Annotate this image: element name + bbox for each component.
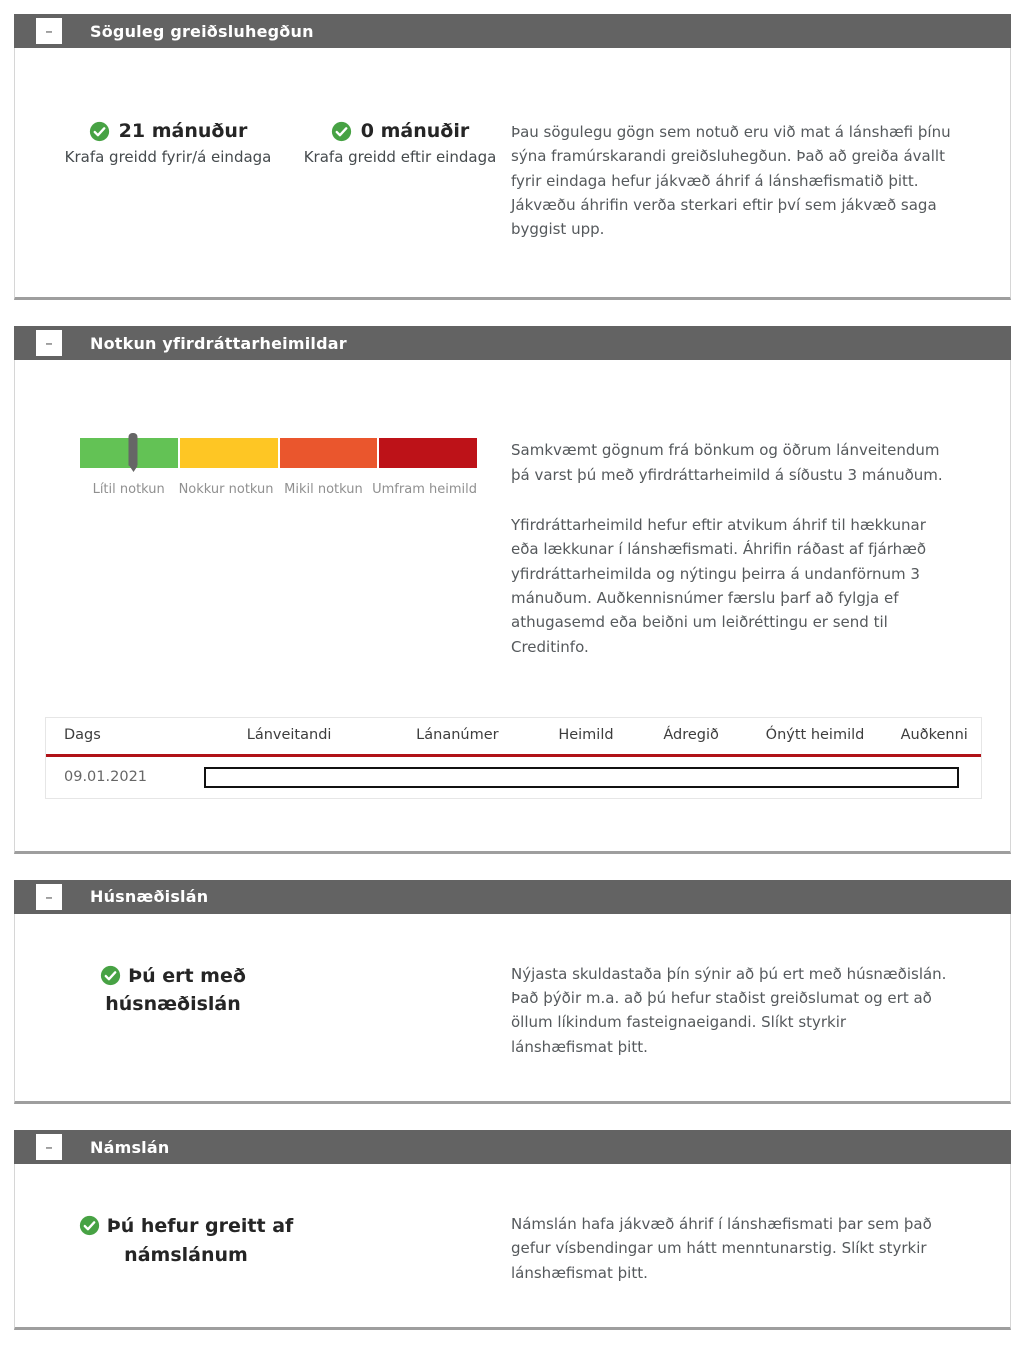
col-header-loan-number: Lánanúmer bbox=[383, 718, 533, 756]
overdraft-usage-gauge bbox=[80, 438, 477, 497]
stat-value: 21 mánuður bbox=[118, 120, 248, 142]
col-header-identifier: Auðkenni bbox=[887, 718, 981, 756]
panel-mortgage-header[interactable] bbox=[14, 880, 1011, 914]
panel-title: Námslán bbox=[90, 1137, 170, 1157]
stat-label: Krafa greidd eftir eindaga bbox=[303, 148, 497, 166]
collapse-button[interactable]: – bbox=[36, 330, 62, 356]
gauge-segment-high bbox=[280, 438, 378, 468]
mortgage-description: Nýjasta skuldastaða þín sýnir að þú ert með húsnæðislán. Það þýðir m.a. að þú hefur staðist greiðslumat og ert að öllum líkindum fasteignaeigandi. Slíkt styrkir lánshæfismat þitt. bbox=[511, 964, 947, 1056]
panel-title: Húsnæðislán bbox=[90, 887, 209, 907]
col-header-lender: Lánveitandi bbox=[196, 718, 383, 756]
panel-student-loans bbox=[14, 1130, 1011, 1330]
col-header-drawn: Ádregið bbox=[640, 718, 743, 756]
overdraft-table bbox=[46, 718, 981, 798]
col-header-unused-limit: Ónýtt heimild bbox=[743, 718, 888, 756]
gauge-label-over-limit: Umfram heimild bbox=[372, 482, 477, 498]
collapse-button[interactable]: – bbox=[36, 18, 62, 44]
col-header-limit: Heimild bbox=[532, 718, 640, 756]
stat-paid-after-due bbox=[289, 120, 511, 166]
panel-mortgage-body bbox=[14, 914, 1011, 1104]
redacted-value bbox=[204, 767, 959, 788]
cell-redacted bbox=[196, 755, 981, 798]
panel-overdraft-header[interactable] bbox=[14, 326, 1011, 360]
gauge-marker-icon bbox=[129, 433, 138, 472]
check-circle-icon bbox=[89, 121, 110, 142]
panel-student-loans-header[interactable] bbox=[14, 1130, 1011, 1164]
stat-paid-before-due bbox=[57, 120, 279, 166]
panel-historical-payment bbox=[14, 14, 1011, 300]
gauge-segment-over-limit bbox=[379, 438, 477, 468]
panel-overdraft-body bbox=[14, 360, 1011, 853]
collapse-button[interactable]: – bbox=[36, 1134, 62, 1160]
check-circle-icon bbox=[331, 121, 352, 142]
panel-title: Notkun yfirdráttarheimildar bbox=[90, 333, 347, 353]
gauge-label-high: Mikil notkun bbox=[284, 482, 363, 498]
status-text: Þú hefur greitt af námslánum bbox=[106, 1215, 294, 1266]
panel-mortgage bbox=[14, 880, 1011, 1104]
gauge-label-some: Nokkur notkun bbox=[178, 482, 274, 498]
overdraft-paragraph-2: Yfirdráttarheimild hefur eftir atvikum áhrif til hækkunar eða lækkunar í lánshæfismati. Áhrifin ráðast af fjárhæð yfirdráttarheimilda og nýtingu þeirra á undanförnum 3 mánuðum. Auðkennisnúmer færslu þarf að fylgja ef athugasemd eða beiðni um leiðréttingu er send til Creditinfo. bbox=[511, 516, 927, 656]
historical-description: Þau sögulegu gögn sem notuð eru við mat á lánshæfi þínu sýna framúrskarandi greiðsluhegðun. Það að greiða ávallt fyrir eindaga hefur jákvæð áhrif á lánshæfismatið þitt. Jákvæðu áhrifin verða sterkari eftir því sem jákvæð saga byggist upp. bbox=[511, 123, 951, 239]
status-text: Þú ert með húsnæðislán bbox=[105, 964, 246, 1016]
gauge-label-low: Lítil notkun bbox=[92, 482, 165, 498]
overdraft-table-container bbox=[45, 717, 982, 799]
mortgage-status bbox=[73, 962, 273, 1019]
student-loan-status bbox=[73, 1212, 299, 1269]
cell-date: 09.01.2021 bbox=[64, 769, 148, 786]
panel-overdraft-usage bbox=[14, 326, 1011, 853]
table-row bbox=[46, 755, 981, 798]
overdraft-paragraph-1: Samkvæmt gögnum frá bönkum og öðrum lánveitendum þá varst þú með yfirdráttarheimild á síðustu 3 mánuðum. bbox=[511, 441, 943, 484]
panel-historical-header[interactable] bbox=[14, 14, 1011, 48]
panel-historical-body bbox=[14, 48, 1011, 300]
stat-value: 0 mánuðir bbox=[360, 120, 470, 142]
panel-student-loans-body bbox=[14, 1164, 1011, 1330]
gauge-labels bbox=[80, 482, 477, 497]
check-circle-icon bbox=[79, 1215, 100, 1236]
col-header-date: Dags bbox=[46, 718, 196, 756]
collapse-button[interactable]: – bbox=[36, 884, 62, 910]
panel-title: Söguleg greiðsluhegðun bbox=[90, 21, 314, 41]
gauge-bar bbox=[80, 438, 477, 468]
student-loan-description: Námslán hafa jákvæð áhrif í lánshæfismati þar sem það gefur vísbendingar um hátt menntunarstig. Slíkt styrkir lánshæfismat þitt. bbox=[511, 1215, 932, 1282]
table-header-row bbox=[46, 718, 981, 756]
stat-label: Krafa greidd fyrir/á eindaga bbox=[64, 148, 272, 166]
gauge-segment-some bbox=[180, 438, 278, 468]
check-circle-icon bbox=[100, 965, 121, 986]
